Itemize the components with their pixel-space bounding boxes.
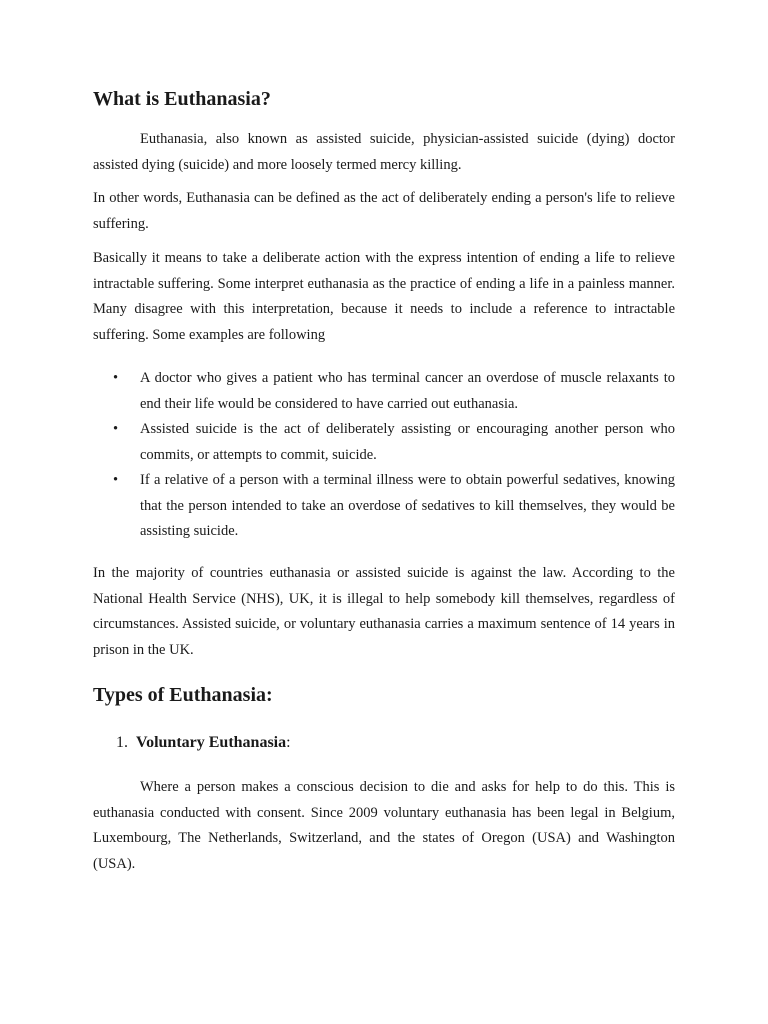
- examples-list: [93, 366, 675, 545]
- heading-what-is-euthanasia: What is Euthanasia?: [93, 88, 271, 110]
- subheading-title: Voluntary Euthanasia: [136, 734, 287, 751]
- subheading-number: 1.: [116, 734, 128, 751]
- bullet-icon: •: [113, 370, 119, 386]
- list-item: [93, 417, 675, 468]
- list-item-text: If a relative of a person with a terminal illness were to obtain powerful sedatives, knowing that the person intended to take an overdose of sedatives to kill themselves, they would be assisting suicide.: [140, 472, 675, 539]
- paragraph-law: In the majority of countries euthanasia or assisted suicide is against the law. According to the National Health Service (NHS), UK, it is illegal to help somebody kill themselves, regardless of circumstances. Assisted suicide, or voluntary euthanasia carries a maximum sentence of 14 years in prison in the UK.: [93, 565, 675, 658]
- list-item-text: A doctor who gives a patient who has terminal cancer an overdose of muscle relaxants to end their life would be considered to have carried out euthanasia.: [140, 370, 675, 412]
- subheading-colon: :: [286, 734, 291, 751]
- bullet-icon: •: [113, 421, 119, 437]
- subheading-voluntary-euthanasia: [116, 731, 291, 755]
- paragraph-definition: Euthanasia, also known as assisted suicide, physician-assisted suicide (dying) doctor assisted dying (suicide) and more loosely termed mercy killing.: [93, 131, 675, 173]
- list-item: [93, 468, 675, 545]
- bullet-icon: •: [113, 472, 119, 488]
- list-item-text: Assisted suicide is the act of deliberately assisting or encouraging another person who commits, or attempts to commit, suicide.: [140, 421, 675, 463]
- heading-types-of-euthanasia: Types of Euthanasia:: [93, 684, 273, 706]
- list-item: [93, 366, 675, 417]
- paragraph-other-words: In other words, Euthanasia can be defined as the act of deliberately ending a person's life to relieve suffering.: [93, 190, 675, 232]
- paragraph-basically: Basically it means to take a deliberate action with the express intention of ending a life to relieve intractable suffering. Some interpret euthanasia as the practice of ending a life in a painless manner. Many disagree with this interpretation, because it needs to include a reference to intractable suffering. Some examples are following: [93, 250, 675, 343]
- paragraph-voluntary: Where a person makes a conscious decision to die and asks for help to do this. This is euthanasia conducted with consent. Since 2009 voluntary euthanasia has been legal in Belgium, Luxembourg, The Netherlands, Switzerland, and the states of Oregon (USA) and Washington (USA).: [93, 779, 675, 872]
